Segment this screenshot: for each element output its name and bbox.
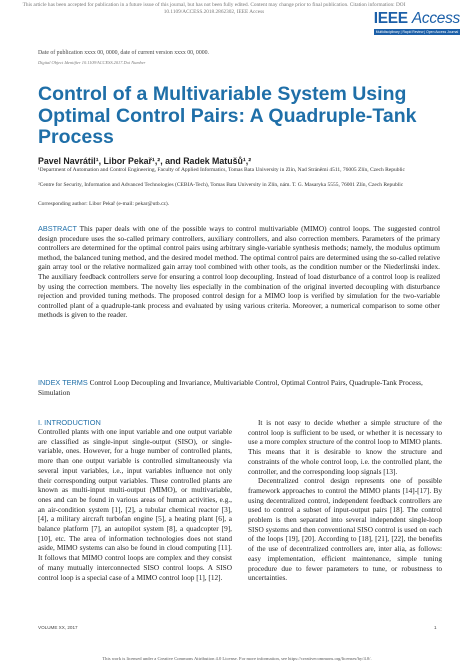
logo-product: Access [411, 10, 460, 27]
affiliation-2: ²Centre for Security, Information and Advanced Technologies (CEBIA-Tech), Tomas Bata University in Zlín, nám. T. G. Masaryka 5555, 76001 Zlín, Czech Republic [38, 182, 404, 188]
corresponding-author: Corresponding author: Libor Pekař (e-mail: pekar@utb.cz). [38, 201, 170, 207]
abstract-text: This paper deals with one of the possible ways to control multivariable (MIMO) control loops. The suggested control design procedure uses the so-called primary controllers, auxiliary controllers, and also correction members. Parameters of the primary controllers are determined for the optimal control pairs using arbitrary single-variable synthesis methods; namely, the modulus optimum method, the balanced tuning method, and the desired model method. The optimal control pairs are determined using the so-called relative gain array tool or the relative normalized gain array tool combined with other tools, as the condition number or the Niederlinski index. The auxiliary feedback controllers serve for ensuring a control loop decoupling. Instead of load disturbance of a control loop is realized by using the correction members. The novelty lies especially in the combination of the original inverted decoupling with disturbance rejection and provided tuning methods. The proposed control design for a MIMO loop is verified by simulation for the two-variable controlled plant of a quadruple-tank process and evaluated by using various criteria. Moreover, a numerical comparison to some other methods is given to the reader. [38, 224, 440, 320]
paragraph: It is not easy to decide whether a simple structure of the control loop is sufficient to be used, or whether it is necessary to use a more complex structure of the control loop to MIMO plants. This means that it is desirable to know the structure and constraints of the whole control loop, i.e. the controlled plant, the controller, and the corresponding loop signals [13]. [248, 418, 442, 476]
logo-tagline: Multidisciplinary | Rapid Review | Open Access Journal [375, 30, 459, 34]
paragraph: Controlled plants with one input variable and one output variable are classified as single-input single-output (SISO), or single-variable, ones. However, for a huge number of controlled plants, more than one output variable is controlled simultaneously via several input variables, i.e., input variables influence not only their corresponding output variables. These controlled plants are known as multi-input multi-output (MIMO), or multivariable, ones and can be found in various areas of human activities, e.g., an air-condition system [1], [2], a tubular chemical reactor [3], [4], a military aircraft turbofan engine [5], a heating plant [6], a balance platform [7], an autopilot system [8], a quadcopter [9], [10], etc. The area of information technologies does not stand aside, MIMO systems can also be found in cloud computing [11]. It follows that MIMO control loops are complex and they consist of many mutually interconnected SISO control loops. A SISO control loop is a special case of a MIMO control loop [1], [12]. [38, 427, 232, 582]
volume-footer: VOLUME XX, 2017 [38, 625, 78, 630]
body-column-left [38, 427, 232, 582]
author-list: Pavel Navrátil¹, Libor Pekař¹,², and Radek Matušů¹,² [38, 156, 252, 166]
index-terms [38, 378, 440, 397]
paragraph: Decentralized control design represents one of possible framework approaches to control the MIMO plants [14]-[17]. By using decentralized control, independent feedback controllers are used to control a subset of input-output pairs [18]. The control problem is then separated into several independent single-loop SISO systems and then conventional SISO control is used on each of the loops [19], [20]. According to [18], [21], [22], the benefits of the use of decentralized controllers are, inter alia, as follows: easy implementation, efficient maintenance, simple tuning procedure due to fewer parameters to tune, or robustness to uncertainties. [248, 476, 442, 583]
logo-brand: IEEE [373, 10, 408, 27]
paper-title: Control of a Multivariable System Using Optimal Control Pairs: A Quadruple-Tank Process [38, 83, 417, 148]
abstract-label: ABSTRACT [38, 224, 77, 233]
index-terms-text: Control Loop Decoupling and Invariance, Multivariable Control, Optimal Control Pairs, Quadruple-Tank Process, Simulation [38, 378, 423, 397]
logo-wordmark [374, 10, 460, 28]
index-terms-label: INDEX TERMS [38, 378, 88, 387]
publication-banner: This article has been accepted for publication in a future issue of this journal, but has not been fully edited. Content may change prior to final publication. Citation information: DOI 10.1109/ACCESS.2018.2862302, IEEE Access [22, 2, 406, 16]
doi-line: Digital Object Identifier 10.1109/ACCESS.2017.Doi Number [38, 60, 146, 65]
ieee-access-logo [340, 10, 460, 38]
license-notice: This work is licensed under a Creative Commons Attribution 4.0 License. For more information, see https://creativecommons.org/licenses/by/4.0/. [102, 656, 372, 661]
affiliation-1: ¹Department of Automation and Control Engineering, Faculty of Applied Informatics, Tomas Bata University in Zlín, Nad Stráněmi 4511, 76005 Zlín, Czech Republic [38, 167, 405, 173]
publication-date: Date of publication xxxx 00, 0000, date of current version xxxx 00, 0000. [38, 50, 209, 56]
abstract [38, 224, 440, 320]
section-heading: I. INTRODUCTION [38, 418, 101, 427]
page-number: 1 [434, 625, 437, 630]
body-column-right [248, 418, 442, 583]
